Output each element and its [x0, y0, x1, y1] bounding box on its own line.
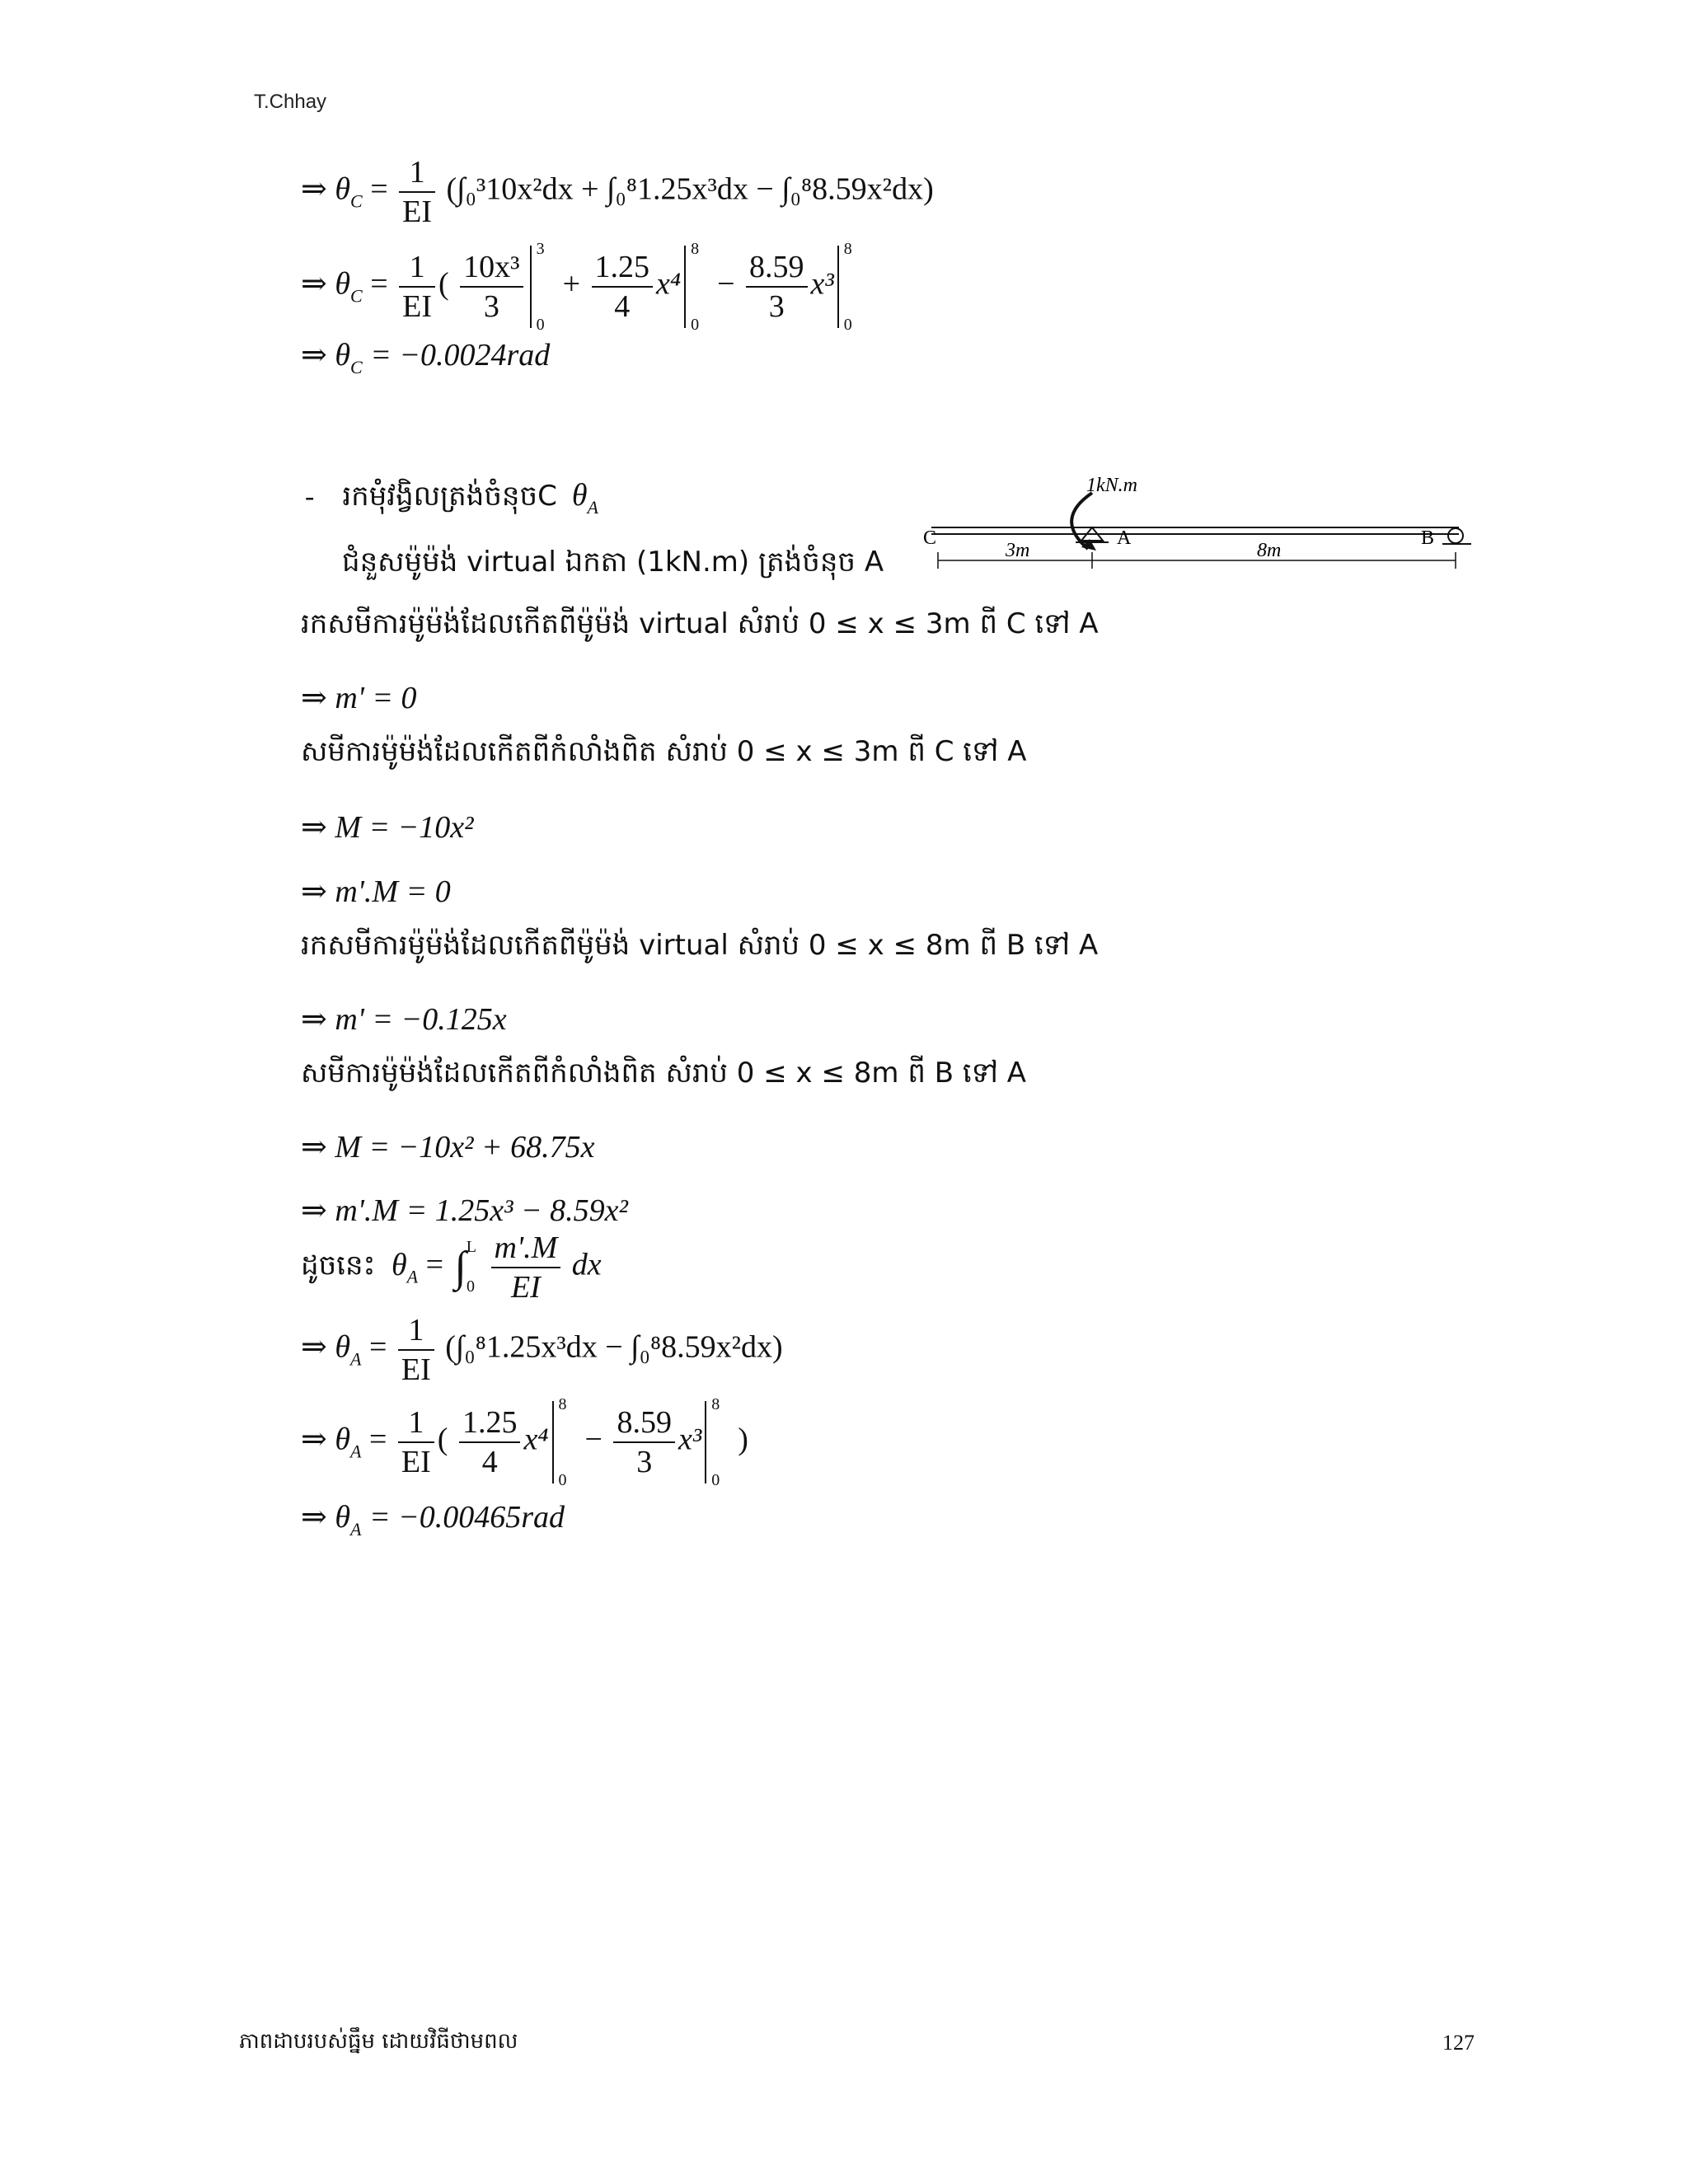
- equals-sign: =: [370, 171, 388, 207]
- virtual-moment-line: ជំនួសម៉ូម៉ង់ virtual ឯកតា (1kN.m) ត្រង់ចំនុច A: [342, 546, 884, 579]
- fraction-numerator: 1.25: [592, 251, 654, 288]
- theta-subscript: A: [350, 1519, 362, 1540]
- fraction-denominator: 3: [768, 289, 785, 324]
- theta-symbol: θ: [335, 1422, 351, 1457]
- equation-m-prime-m-ca: [301, 876, 451, 907]
- evaluation-bar: [684, 240, 710, 334]
- evaluation-bar: [530, 240, 556, 334]
- upper-limit: 8: [691, 240, 700, 258]
- fraction-term-2: [613, 1407, 675, 1478]
- equation-text: ⇒ M = −10x²: [301, 810, 474, 845]
- point-b-label: B: [1421, 527, 1435, 549]
- theta-subscript: A: [350, 1348, 362, 1370]
- fraction-numerator: 8.59: [613, 1407, 675, 1443]
- page-header-author: T.Chhay: [254, 91, 327, 113]
- fraction-numerator: 1: [398, 1407, 434, 1443]
- integral-expression: (∫₀⁸1.25x³dx − ∫₀⁸8.59x²dx): [445, 1329, 783, 1365]
- implies-symbol: ⇒: [301, 171, 327, 207]
- fraction-denominator: EI: [401, 1352, 431, 1387]
- equation-text: ⇒ m'.M = 0: [301, 874, 451, 909]
- text-line-virtual-ca: រកសមីការម៉ូម៉ង់ដែលកើតពីម៉ូម៉ង់ virtual សំរាប់ 0 ≤ x ≤ 3m ពី C ទៅ A: [301, 607, 1099, 640]
- fraction-numerator: 8.59: [746, 251, 808, 288]
- roller-support-b: [1448, 528, 1463, 543]
- fraction-numerator: 1: [398, 1315, 434, 1351]
- theta-symbol: θ: [335, 266, 351, 302]
- equation-theta-a-definition: [301, 1232, 602, 1303]
- theta-subscript: A: [406, 1266, 419, 1287]
- text-line-virtual-ba: រកសមីការម៉ូម៉ង់ដែលកើតពីម៉ូម៉ង់ virtual សំរាប់ 0 ≤ x ≤ 8m ពី B ទៅ A: [301, 929, 1099, 962]
- lower-limit: 0: [467, 1277, 476, 1296]
- theta-subscript: A: [587, 497, 598, 518]
- fraction-denominator: 3: [483, 289, 499, 324]
- lower-limit: 0: [558, 1471, 567, 1489]
- fraction-term-2: [592, 251, 654, 322]
- fraction-term-1: [459, 1407, 521, 1478]
- theta-subscript: C: [350, 285, 363, 307]
- equation-text: ⇒ m' = 0: [301, 681, 417, 715]
- upper-limit: 8: [558, 1395, 567, 1413]
- moment-label: 1kN.m: [1086, 475, 1137, 496]
- theta-symbol: θ: [335, 171, 351, 207]
- theta-symbol: ⇒ θ: [301, 1500, 351, 1535]
- equation-theta-c-integral: [301, 157, 934, 227]
- theta-symbol: θ: [391, 1247, 407, 1282]
- fraction-numerator: 1: [399, 157, 435, 193]
- upper-limit: L: [466, 1237, 477, 1256]
- fraction-1-over-ei: [398, 1407, 434, 1478]
- theta-subscript: C: [350, 190, 363, 212]
- equation-text: ⇒ m'.M = 1.25x³ − 8.59x²: [301, 1193, 628, 1228]
- fraction-1-over-ei: [399, 251, 435, 322]
- theta-subscript: C: [350, 357, 363, 377]
- fraction-denominator: 4: [614, 289, 631, 324]
- theta-symbol: θ: [335, 1329, 351, 1365]
- equals-sign: =: [425, 1247, 444, 1282]
- integral-sign: ∫: [454, 1244, 467, 1291]
- fraction-denominator: EI: [510, 1270, 541, 1305]
- equation-m-ca: [301, 812, 474, 843]
- closing-paren: ): [738, 1422, 748, 1457]
- evaluation-bar: [552, 1395, 579, 1489]
- text-line-real-ba: សមីការម៉ូម៉ង់ដែលកើតពីកំលាំងពិត សំរាប់ 0 ≤ x ≤ 8m ពី B ទៅ A: [301, 1057, 1027, 1090]
- fraction-1-over-ei: [398, 1315, 434, 1385]
- bullet-dash: -: [305, 481, 315, 512]
- footer-title: ភាពដាបរបស់ធ្នឹម ដោយវិធីថាមពល: [239, 2029, 518, 2054]
- fraction-denominator: 4: [481, 1445, 498, 1479]
- fraction-denominator: EI: [401, 1445, 431, 1479]
- implies-symbol: ⇒: [301, 1329, 327, 1365]
- equation-m-ba: [301, 1132, 595, 1163]
- result-value: = −0.00465rad: [368, 1500, 565, 1535]
- equation-theta-a-integral: [301, 1315, 783, 1385]
- integral-expression: (∫₀³10x²dx + ∫₀⁸1.25x³dx − ∫₀⁸8.59x²dx): [446, 171, 934, 207]
- fraction-mm-over-ei: [491, 1232, 561, 1303]
- equation-theta-c-evaluated: ⇒ $\theta_C$ = $\frac{1}{EI}$ ( $\frac{\text{10x³}}{3}$ 3 0 + $\frac{1.25}{4}$ x⁴ 8 0 − $\frac{8.59}{3}$ x³ 8 0: [301, 246, 870, 328]
- differential: dx: [571, 1247, 602, 1282]
- fraction-term-3: [746, 251, 808, 322]
- span-ab-label: 8m: [1257, 540, 1282, 561]
- lower-limit: 0: [843, 316, 852, 334]
- fraction-denominator: 3: [636, 1445, 653, 1479]
- equation-theta-c-result: [301, 340, 550, 377]
- equation-m-prime-m-ba: [301, 1195, 628, 1226]
- equation-theta-a-result: [301, 1502, 565, 1539]
- point-c-label: C: [923, 527, 937, 549]
- equation-theta-a-evaluated: ⇒ $\theta_A$ = $\frac{1}{EI}$ ( $\frac{1.25}{4}$ x⁴ 8 0 − $\frac{8.59}{3}$ x³ 8 0 ): [301, 1395, 748, 1489]
- theta-symbol: ⇒ θ: [301, 338, 351, 373]
- section-title: រកមុំវង្វិលត្រង់ចំនុចC: [342, 480, 557, 513]
- equals-sign: =: [370, 266, 388, 302]
- implies-symbol: ⇒: [301, 266, 327, 302]
- lower-limit: 0: [536, 316, 545, 334]
- variable-term: x³: [810, 266, 834, 302]
- text-line-real-ca: សមីការម៉ូម៉ង់ដែលកើតពីកំលាំងពិត សំរាប់ 0 ≤ x ≤ 3m ពី C ទៅ A: [301, 735, 1027, 768]
- result-value: = −0.0024rad: [370, 338, 551, 373]
- equation-text: ⇒ M = −10x² + 68.75x: [301, 1130, 595, 1165]
- fraction-numerator: 1.25: [459, 1407, 521, 1443]
- span-ca-label: 3m: [1006, 540, 1030, 561]
- equation-text: ⇒ m' = −0.125x: [301, 1002, 507, 1037]
- point-a-label: A: [1117, 527, 1132, 549]
- variable-term: x⁴: [656, 266, 682, 302]
- upper-limit: 8: [711, 1395, 720, 1413]
- page-number: 127: [1442, 2031, 1475, 2055]
- variable-term: x³: [678, 1422, 702, 1457]
- section-heading: [305, 478, 598, 519]
- lower-limit: 0: [691, 316, 700, 334]
- beam-diagram: [907, 470, 1500, 585]
- fraction-denominator: EI: [402, 289, 433, 324]
- theta-symbol: θ: [571, 478, 588, 513]
- therefore-prefix: ដូចនេះ: [301, 1249, 376, 1282]
- theta-subscript: A: [350, 1441, 362, 1462]
- upper-limit: 8: [843, 240, 852, 258]
- equation-m-prime-ba: [301, 1004, 507, 1035]
- fraction-denominator: EI: [402, 194, 433, 229]
- variable-term: x⁴: [523, 1422, 549, 1457]
- equals-sign: =: [368, 1329, 387, 1365]
- fraction-term-1: [460, 251, 523, 322]
- equation-m-prime-zero: [301, 682, 417, 714]
- fraction-numerator: 1: [399, 251, 435, 288]
- equals-sign: =: [368, 1422, 387, 1457]
- evaluation-bar: [705, 1395, 731, 1489]
- upper-limit: 3: [536, 240, 545, 258]
- fraction-1-over-ei: [399, 157, 435, 227]
- fraction-numerator: 10x³: [460, 251, 523, 288]
- fraction-numerator: m'.M: [491, 1232, 561, 1268]
- implies-symbol: ⇒: [301, 1422, 327, 1457]
- lower-limit: 0: [711, 1471, 720, 1489]
- evaluation-bar: [837, 240, 864, 334]
